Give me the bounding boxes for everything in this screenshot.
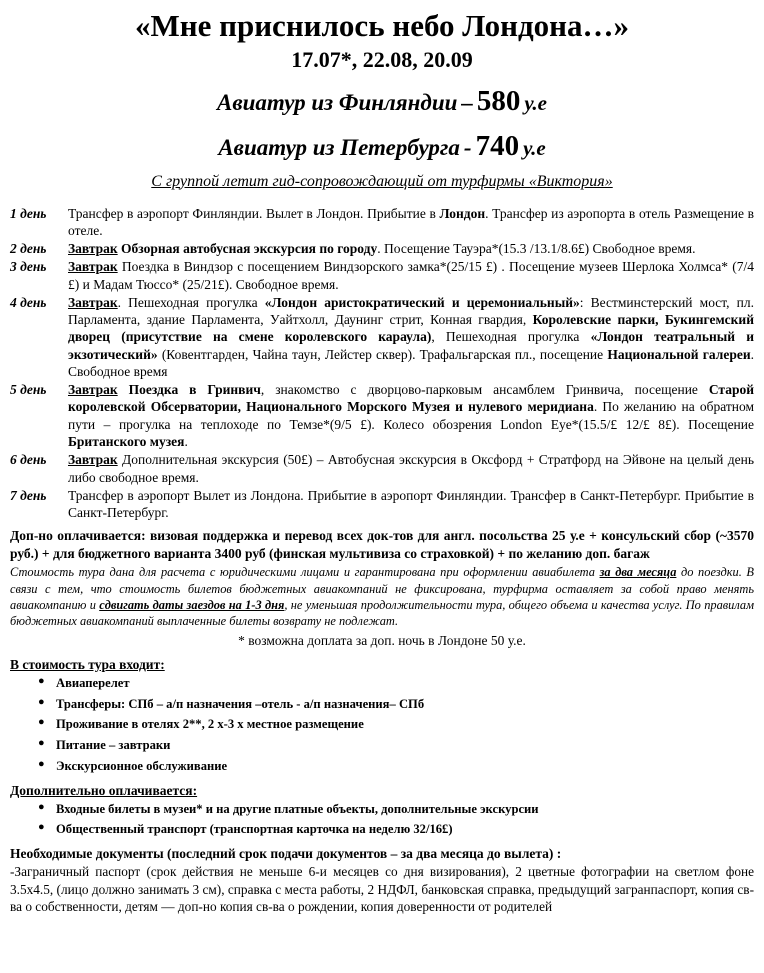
list-item: ● Авиаперелет (56, 676, 754, 692)
text-run: Поездка в Гринвич (128, 382, 261, 398)
text-run: Обзорная автобусная экскурсия по городу (121, 241, 378, 257)
text-run: (Ковентгарден, Чайна таун, Лейстер сквер). Трафальгарская пл., посещение (157, 346, 608, 362)
text-run: «Лондон аристократический и церемониальный» (264, 294, 580, 310)
text-run: . Трансфер из аэропорта в отель Размещение в отеле. (68, 205, 754, 238)
text-run: Британского музея (68, 434, 185, 449)
text-run: Трансфер в аэропорт Финляндии. Вылет в Лондон. Прибытие в (68, 205, 440, 221)
tour-dates: 17.07*, 22.08, 20.09 (291, 46, 473, 72)
text-run: . Посещение Тауэра*(15.3 /13.1/8.6£) Свободное время. (377, 241, 696, 257)
itinerary-list (10, 205, 754, 522)
extra-payment-note (10, 527, 754, 562)
price-amount: 580 (476, 84, 521, 117)
text-run: Завтрак (68, 382, 118, 398)
itinerary-day-row (10, 451, 754, 486)
list-item: ● Трансферы: СПб – а/п назначения –отель - а/п назначения– СПб (56, 697, 754, 713)
text-run: Поездка в Виндзор с посещением Виндзорского замка*(25/15 £) . Посещение музеев Шерлока Холмса* (7/4 £) и Мадам Тюссо* (25/21£). Свободное время. (68, 259, 754, 292)
documents-body: -Заграничный паспорт (срок действия не меньше 6-и месяцев со дня визирования), 2 цветные фотографии на светлом фоне 3.5х4.5, (лицо должно занимать 3 см), справка с места работы, 2 НДФЛ, банковская справка, предыдущий загранпаспорт, копия св-ва о собственности, детям — доп-но копия св-ва о рождении, копия доверенности от родителей (10, 864, 754, 915)
day-description (68, 258, 754, 293)
list-item: ● Проживание в отелях 2**, 2 х-3 х местное размещение (56, 717, 754, 733)
itinerary-day-row (10, 205, 754, 240)
disclaimer-note (10, 564, 754, 629)
price-dash: – (461, 89, 473, 115)
text-run: + по желанию доп. багаж (494, 545, 650, 561)
day-description (68, 381, 754, 450)
text-run: Прибытие в Санкт-Петербург. (68, 487, 754, 521)
text-run: «Лондон театральный и экзотический» (68, 329, 755, 362)
text-run: Дополнительная экскурсия (50£) – Автобусная экскурсия в Оксфорд + Стратфорд на Эйвоне на целый день либо свободное время. (68, 452, 754, 485)
text-run: Национальной галереи (607, 346, 751, 362)
text-run: + для бюджетного варианта (38, 545, 215, 561)
day-number: 1 день (10, 205, 47, 221)
text-run: 25 у.е + консульский сбор (~3570 руб.) (10, 528, 754, 561)
text-run: Королевские парки, Букингемский дворец (присутствие на смене королевского караула) (68, 312, 754, 345)
list-item: ● Общественный транспорт (транспортная карточка на неделю 32/16£) (56, 822, 754, 838)
day-description (68, 205, 754, 240)
price-label: Авиатур из Финляндии (217, 89, 458, 115)
text-run: . (184, 434, 188, 449)
itinerary-day-row (10, 294, 754, 380)
text-run: , знакомство с дворцово-парковым ансамблем Гринвича, посещение (260, 382, 709, 398)
text-run: Старой королевской Обсерватории, Национального Морского Музея и нулевого меридиана (68, 382, 755, 415)
text-run: Доп-но оплачивается: визовая поддержка и перевод всех док-тов для англ. посольства (10, 528, 553, 544)
price-unit: у.е (524, 90, 547, 115)
day-description (68, 487, 754, 522)
documents-heading: Необходимые документы (последний срок подачи документов – за два месяца до вылета) : (10, 846, 562, 862)
price-row-petersburg (10, 130, 754, 163)
day-number: 6 день (10, 452, 47, 468)
text-run: до поездки. В связи с тем, что стоимость билетов бюджетных авиакомпаний не фиксирована, турфирма оставляет за собой право менять авиакомпанию и (10, 565, 754, 612)
text-run: Стоимость тура дана для расчета с юридическими лицами и гарантирована при оформлении авиабилета (10, 565, 600, 580)
text-run: за два месяца (599, 565, 677, 580)
day-number: 2 день (10, 241, 47, 257)
list-item: ● Экскурсионное обслуживание (56, 759, 754, 775)
list-item: ● Питание – завтраки (56, 738, 754, 754)
guide-note: С группой летит гид-сопровождающий от турфирмы «Виктория» (151, 172, 613, 190)
itinerary-day-row (10, 487, 754, 522)
text-run: Завтрак (68, 294, 118, 310)
extra-night-note: * возможна доплата за доп. ночь в Лондоне 50 у.е. (238, 632, 526, 648)
text-run: : Вестминстерский мост, пл. Парламента, здание Парламента, Уайтхолл, Даунинг стрит, Конная гвардия, (68, 294, 754, 328)
additional-heading: Дополнительно оплачивается: (10, 782, 198, 798)
text-run: 3400 руб (финская мультивиза со страховкой) (214, 545, 494, 561)
day-description (68, 294, 754, 380)
text-run: . По желанию на обратном пути – прогулка на теплоходе по Темзе*(9/5 £). Колесо обозрения London Eye*(15.5/£ 12/£ 8£). Посещение (68, 399, 755, 432)
included-list (10, 676, 754, 775)
itinerary-day-row (10, 381, 754, 450)
day-number: 4 день (10, 294, 47, 310)
price-unit: у.е (523, 135, 546, 160)
text-run: . Пешеходная прогулка (117, 294, 265, 310)
text-run: . Свободное время (68, 346, 754, 379)
day-number: 5 день (10, 382, 47, 398)
text-run: Трансфер в аэропорт Вылет из Лондона. Прибытие в аэропорт Финляндии. Трансфер в Санкт-Петербург. (68, 487, 681, 503)
page-title: «Мне приснилось небо Лондона…» (134, 8, 630, 43)
text-run: Завтрак (68, 241, 118, 257)
additional-list (10, 802, 754, 838)
itinerary-day-row (10, 240, 754, 257)
price-label: Авиатур из Петербурга (218, 134, 460, 160)
day-number: 7 день (10, 487, 47, 503)
day-number: 3 день (10, 259, 47, 275)
price-dash: - (463, 134, 472, 160)
text-run: Лондон (439, 205, 486, 221)
text-run (118, 382, 129, 397)
itinerary-day-row (10, 258, 754, 293)
text-run: Завтрак (68, 452, 118, 468)
text-run: Завтрак (68, 259, 118, 275)
list-item: ● Входные билеты в музеи* и на другие платные объекты, дополнительные экскурсии (56, 802, 754, 818)
text-run: , не уменьшая продолжительности тура, общего объема и качества услуг. По правилам бюджетных авиакомпаний выплаченные билеты возврату не подлежат. (10, 597, 755, 628)
included-heading: В стоимость тура входит: (10, 656, 165, 672)
day-description (68, 451, 754, 486)
price-amount: 740 (475, 129, 520, 162)
day-description (68, 240, 754, 257)
text-run: , Пешеходная прогулка (431, 329, 591, 345)
text-run: сдвигать даты заездов на 1-3 дня (99, 597, 285, 612)
price-row-finland (10, 85, 754, 118)
